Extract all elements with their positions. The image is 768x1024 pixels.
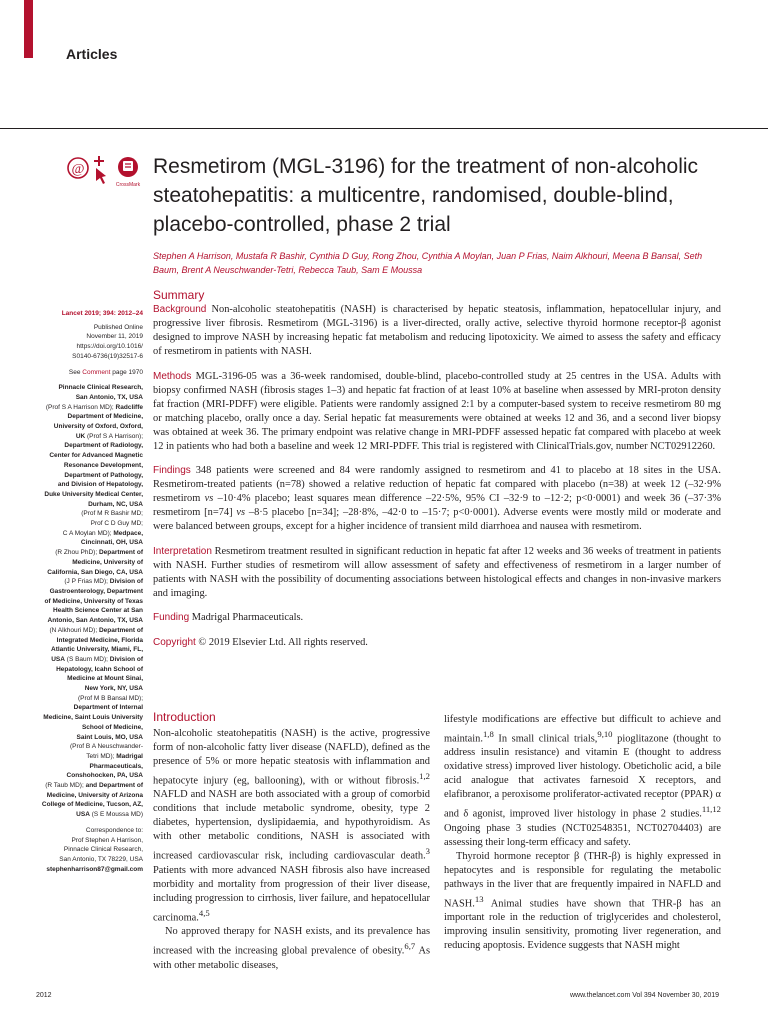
svg-text:CrossMark: CrossMark [115,182,141,188]
abstract-interpretation: Interpretation Resmetirom treatment resulted in significant reduction in hepatic fat after 12 weeks and 36 weeks of treatment in patients with NASH. Further studies of resmetirom will allow assessment of safety and effectiveness of resmetirom in a larger number of patients with NASH with the possibility of documenting associations between histological effects and changes in non-invasive markers and imaging. [153,545,721,599]
citation: Lancet 2019; 394: 2012–24 [61,310,143,317]
abstract-funding: Funding Madrigal Pharmaceuticals. [153,612,304,623]
author-affiliations: Pinnacle Clinical Research, San Antonio, TX, USA (Prof S A Harrison MD); Radcliffe Department of Medicine, University of Oxford, Oxford, UK (Prof S A Harrison); Department of Radiology, Center for Advanced Magnetic Resonance Development, Department of Pathology, and Division of Hepatology, Duke University Medical Center, Durham, NC, USA (Prof M R Bashir MD; Prof C D Guy MD; C A Moylan MD); Medpace, Cincinnati, OH, USA (R Zhou PhD); Department of Medicine, University of California, San Diego, CA, USA (J P Frias MD); Division of Gastroenterology, Department of Medicine, University of Texas Health Science Center at San Antonio, San Antonio, TX, USA (N Alkhouri MD); Department of Integrated Medicine, Florida Atlantic University, Miami, FL, USA (S Baum MD); Division of Hepatology, Icahn School of Medicine at Mount Sinai, New York, NY, USA (Prof M B Bansal MD); Department of Internal Medicine, Saint Louis University School of Medicine, Saint Louis, MO, USA (Prof B A Neuschwander- Tetri MD); Madrigal Pharmaceuticals, Conshohocken, PA, USA (R Taub MD); and Department of Medicine, University of Arizona College of Medicine, Tucson, AZ, USA (S E Moussa MD) [41,384,143,819]
doi-link-2[interactable]: S0140-6736(19)32517-6 [72,352,143,360]
crossmark-icon[interactable] [116,157,141,188]
publication-info: Published Online November 11, 2019 https://doi.org/10.1016/ S0140-6736(19)32517-6 [72,323,143,360]
header-rule [0,128,768,129]
introduction-heading: Introduction [153,710,216,724]
correspondence: Correspondence to: Prof Stephen A Harrison, Pinnacle Clinical Research, San Antonio, TX 78229, USA stephenharrison87@gmail.com [46,826,143,873]
plus-icon [94,156,104,166]
page-number: 2012 [36,992,52,999]
article-title: Resmetirom (MGL-3196) for the treatment of non-alcoholic steatohepatitis: a multicentre, randomised, double-blind, placebo-controlled, phase 2 trial [153,155,699,236]
see-comment: See Comment page 1970 [68,368,143,376]
sidebar [20,309,143,874]
arrow-icon [96,168,106,184]
summary-heading: Summary [153,288,205,302]
abstract-findings: Findings 348 patients were screened and 84 were randomly assigned to resmetirom and 41 to placebo at 18 sites in the USA. Resmetirom-treated patients (n=78) showed a relative reduction of hepatic fat compared with placebo (n=38) at week 12 (–32·9% resmetirom vs –10·4% placebo; least squares mean difference –22·5%, 95% CI –32·9 to –12·2; p<0·0001) and week 36 (–37·3% resmetirom [n=74] vs –8·5 placebo [n=34]; –28·8%, –42·0 to –15·7; p<0·0001). Adverse events were mostly mild or moderate and were balanced between groups, except for a higher incidence of transient mild diarrhoea and nausea with resmetirom. [153,465,721,532]
author-list: Stephen A Harrison, Mustafa R Bashir, Cynthia D Guy, Rong Zhou, Cynthia A Moylan, Juan P Frias, Naim Alkhouri, Meena B Bansal, Seth Baum, Brent A Neuschwander-Tetri, Rebecca Taub, Sam E Moussa [153,251,703,275]
abstract [153,303,721,660]
introduction-column-1: Non-alcoholic steatohepatitis (NASH) is the active, progressive form of non-alcoholic fatty liver disease (NAFLD), defined as the presence of 5% or more hepatic steatosis with inflammation and hepatocyte injury (eg, ballooning), with or without fibrosis.$^{1,2}$ NAFLD and NASH are both associated with a group of comorbid conditions that include metabolic syndrome, obesity, type 2 diabetes, hypertension, dyslipidaemia, and hypothyroidism. As with other metabolic conditions, NASH is associated with increased cardiovascular risk, including cardiovascular death.$^3$ Patients with more advanced NASH fibrosis also have increased morbidity and mortality from progression of their liver disease, including progression to cirrhosis, liver failure, and hepatocellular carcinoma.$^{4,5}$ No approved therapy for NASH exists, and its prevalence has increased with the increasing global prevalence of obesity.$^{6,7}$ As with other metabolic diseases, [153,728,430,971]
journal-footer: www.thelancet.com Vol 394 November 30, 2019 [569,992,719,999]
introduction-column-2: lifestyle modifications are effective but difficult to achieve and maintain.$^{1,8}$ In small clinical trials,$^{9,10}$ pioglitazone (thought to address insulin resistance) and vitamin E (thought to address oxidative stress) improved liver histology. Obeticholic acid, a bile acid analogue that activates farnesoid X receptors, and elafibranor, a peroxisome proliferator-activated receptor (PPAR) α and δ agonist, improved liver histology in phase 2 studies.$^{11,12}$ Ongoing phase 3 studies (NCT02548351, NCT02704403) are assessing their long-term efficacy and safety. Thyroid hormone receptor β (THR-β) is highly expressed in hepatocytes and is responsible for regulating the metabolic pathways in the liver that are frequently impaired in NAFLD and NASH.$^{13}$ Animal studies have shown that THR-β has an important role in the reduction of triglycerides and cholesterol, improving insulin sensitivity, promoting liver regeneration, and reducing apoptosis. Evidence suggests that NASH might [444,714,721,952]
abstract-methods: Methods MGL-3196-05 was a 36-week randomised, double-blind, placebo-controlled study at 25 centres in the USA. Adults with biopsy confirmed NASH (fibrosis stages 1–3) and hepatic fat fraction of at least 10% at baseline when assessed by MRI-proton density fat fraction (MRI-PDFF) were eligible. Patients were randomly assigned 2:1 by a computer-based system to receive resmetirom 80 mg or matching placebo, orally once a day. Serial hepatic fat measurements were obtained at weeks 12 and 36, and a second liver biopsy was obtained at week 36. The primary endpoint was relative change in MRI-PDFF assessed hepatic fat compared with placebo at week 12 in patients who had both a baseline and week 12 MRI-PDFF. This trial is registered with ClinicalTrials.gov, number NCT02912260. [153,370,721,452]
article-icons [66,152,146,190]
svg-text:@: @ [71,162,85,177]
comment-link[interactable]: Comment [82,368,111,376]
abstract-background: Background Non-alcoholic steatohepatitis (NASH) is characterised by hepatic steatosis, inflammation, hepatocellular injury, and progressive liver fibrosis. Resmetirom (MGL-3196) is a liver-directed, orally active, selective thyroid hormone receptor-β agonist designed to improve NASH by increasing hepatic fat metabolism and reducing lipotoxicity. We aimed to assess the safety and efficacy of resmetirom in patients with NASH. [153,304,721,357]
open-access-icon[interactable] [68,158,88,178]
section-label: Articles [66,46,118,62]
abstract-copyright: Copyright © 2019 Elsevier Ltd. All rights reserved. [153,636,368,648]
doi-link[interactable]: https://doi.org/10.1016/ [76,343,143,351]
header-accent-bar [24,0,33,58]
